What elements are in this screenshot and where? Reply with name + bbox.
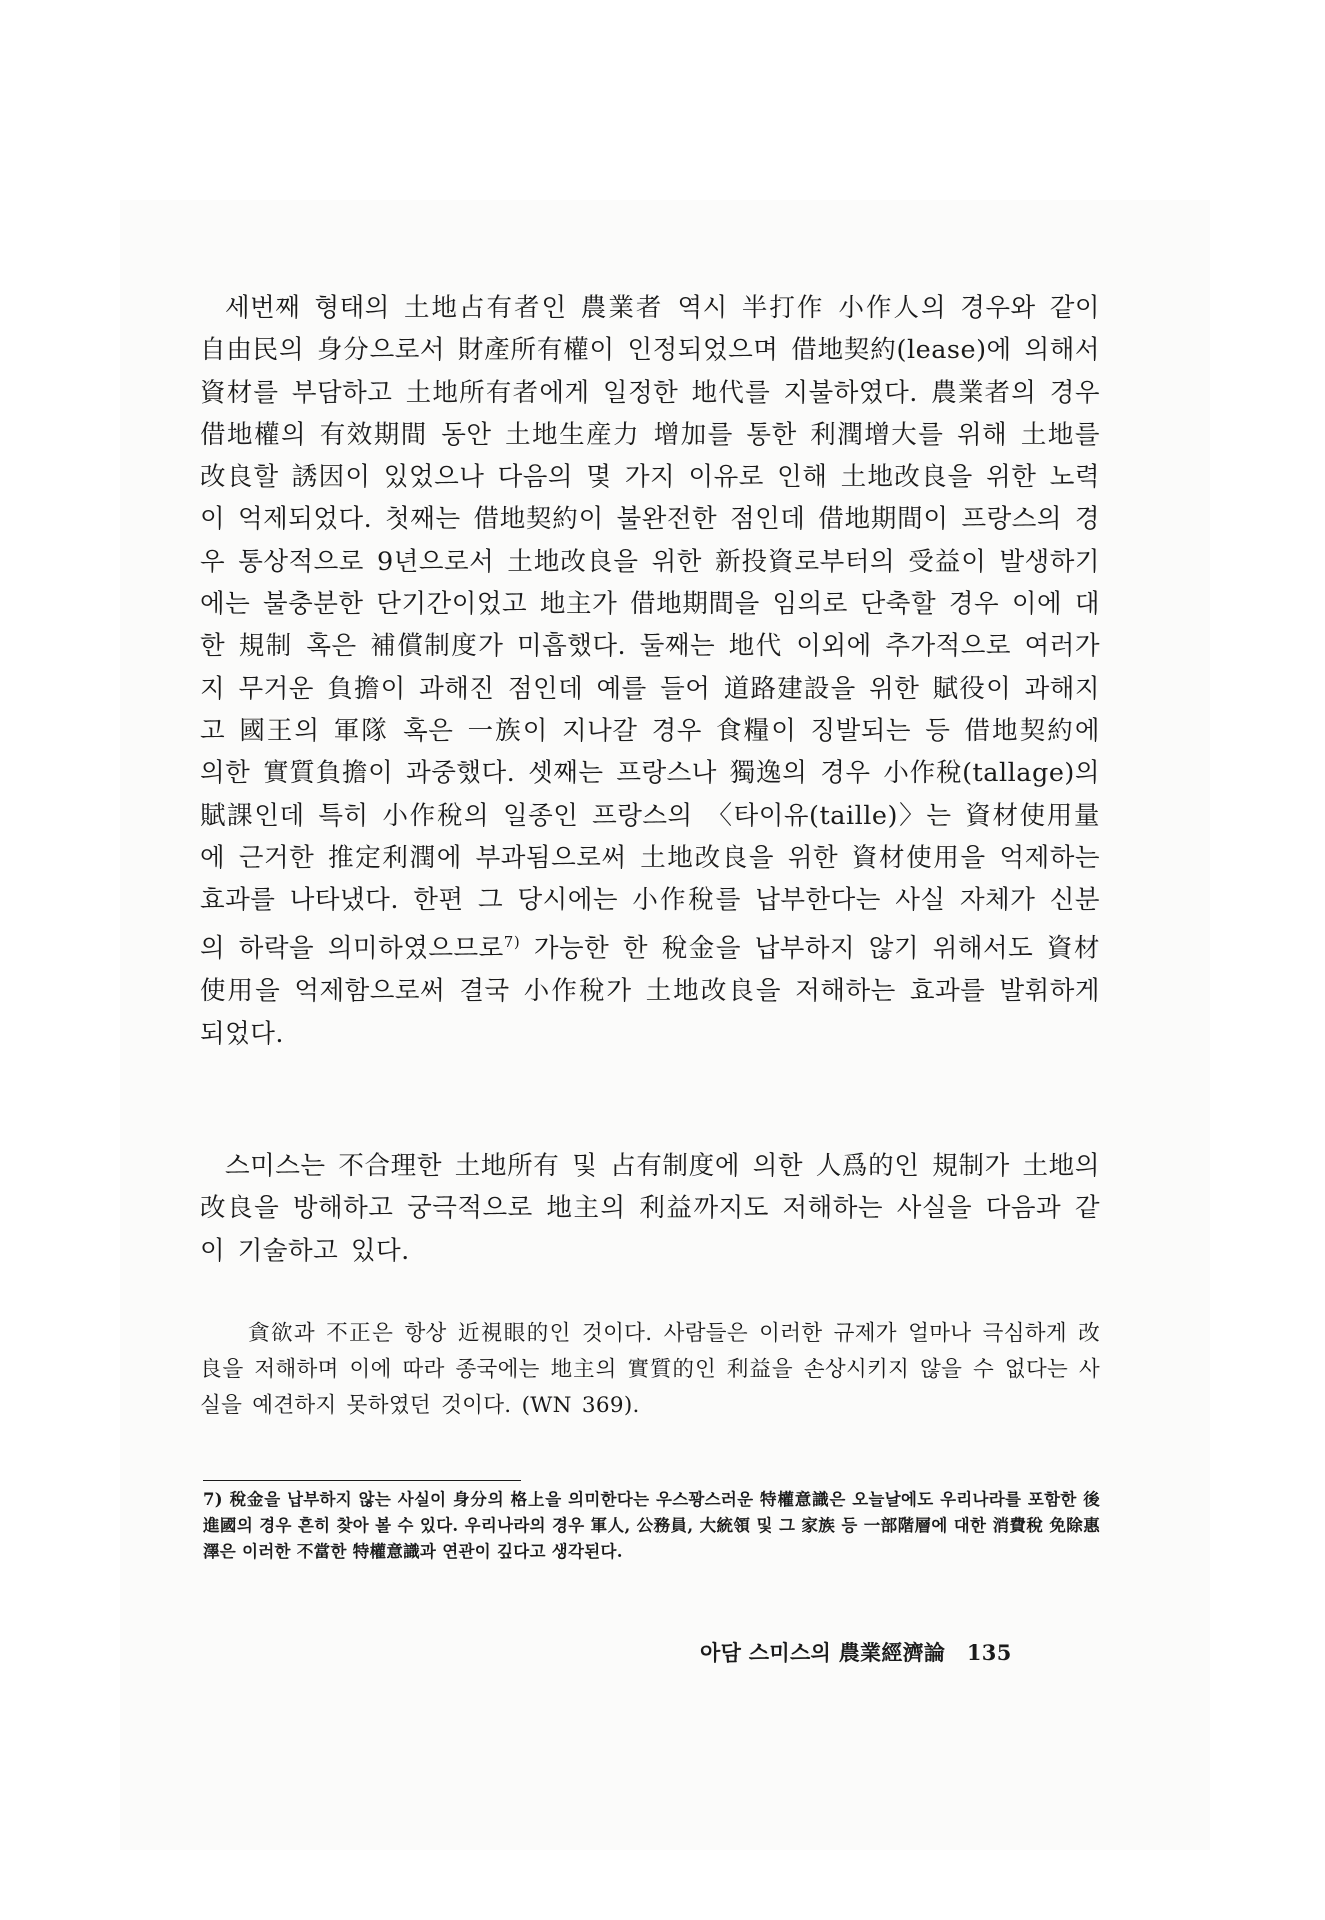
running-title: 아담 스미스의 農業經濟論 — [700, 1640, 946, 1665]
running-footer — [700, 1637, 1100, 1667]
block-quote: 貪欲과 不正은 항상 近視眼的인 것이다. 사람들은 이러한 규제가 얼마나 극심하게 改良을 저해하며 이에 따라 종국에는 地主의 實質的인 利益을 손상시키지 않을 수 없다는 사실을 예견하지 못하였던 것이다. (WN 369). — [200, 1321, 1100, 1418]
body-paragraph-2: 스미스는 不合理한 土地所有 및 占有制度에 의한 人爲的인 規制가 土地의 改良을 방해하고 궁극적으로 地主의 利益까지도 저해하는 사실을 다음과 같이 기술하고 있다. — [200, 1151, 1100, 1266]
footnote-divider — [203, 1480, 521, 1481]
paragraph-1-continuation: 가능한 한 稅金을 납부하지 않기 위해서도 資材使用을 억제함으로써 결국 小作稅가 土地改良을 저해하는 효과를 발휘하게 되었다. — [200, 933, 1100, 1049]
paragraph-1-text: 세번째 형태의 土地占有者인 農業者 역시 半打作 小作人의 경우와 같이 自由民의 身分으로서 財產所有權이 인정되었으며 借地契約(lease)에 의해서 資材를 부담하고 土地所有者에게 일정한 地代를 지불하였다. 農業者의 경우 借地權의 有效期間 동안 土地生産力 增加를 통한 利潤增大를 위해 土地를 改良할 誘因이 있었으나 다음의 몇 가지 이유로 인해 土地改良을 위한 노력이 억제되었다. 첫째는 借地契約이 불완전한 점인데 借地期間이 프랑스의 경우 통상적으로 9년으로서 土地改良을 위한 新投資로부터의 受益이 발생하기에는 불충분한 단기간이었고 地主가 借地期間을 임의로 단축할 경우 이에 대한 規制 혹은 補償制度가 미흡했다. 둘째는 地代 이외에 추가적으로 여러가지 무거운 負擔이 과해진 점인데 예를 들어 道路建設을 위한 賦役이 과해지고 國王의 軍隊 혹은 一族이 지나갈 경우 食糧이 징발되는 등 借地契約에 의한 實質負擔이 과중했다. 셋째는 프랑스나 獨逸의 경우 小作稅(tallage)의 賦課인데 특히 小作稅의 일종인 프랑스의 〈타이유(taille)〉는 資材使用量에 근거한 推定利潤에 부과됨으로써 土地改良을 위한 資材使用을 억제하는 효과를 나타냈다. 한편 그 당시에는 小作稅를 납부한다는 사실 자체가 신분의 하락을 의미하였으므로 — [200, 293, 1100, 964]
footnote — [203, 1487, 1100, 1565]
footnote-reference: 7) — [503, 933, 521, 952]
footnote-text: 稅金을 납부하지 않는 사실이 身分의 格上을 의미한다는 우스꽝스러운 特權意識은 오늘날에도 우리나라를 포함한 後進國의 경우 흔히 찾아 볼 수 있다. 우리나라의 경우 軍人, 公務員, 大統領 및 그 家族 등 一部階層에 대한 消費稅 免除惠澤은 이러한 不當한 特權意識과 연관이 깊다고 생각된다. — [203, 1490, 1100, 1561]
page-number: 135 — [966, 1640, 1012, 1665]
footnote-number: 7) — [203, 1490, 223, 1509]
body-paragraph-1 — [200, 287, 1100, 1055]
